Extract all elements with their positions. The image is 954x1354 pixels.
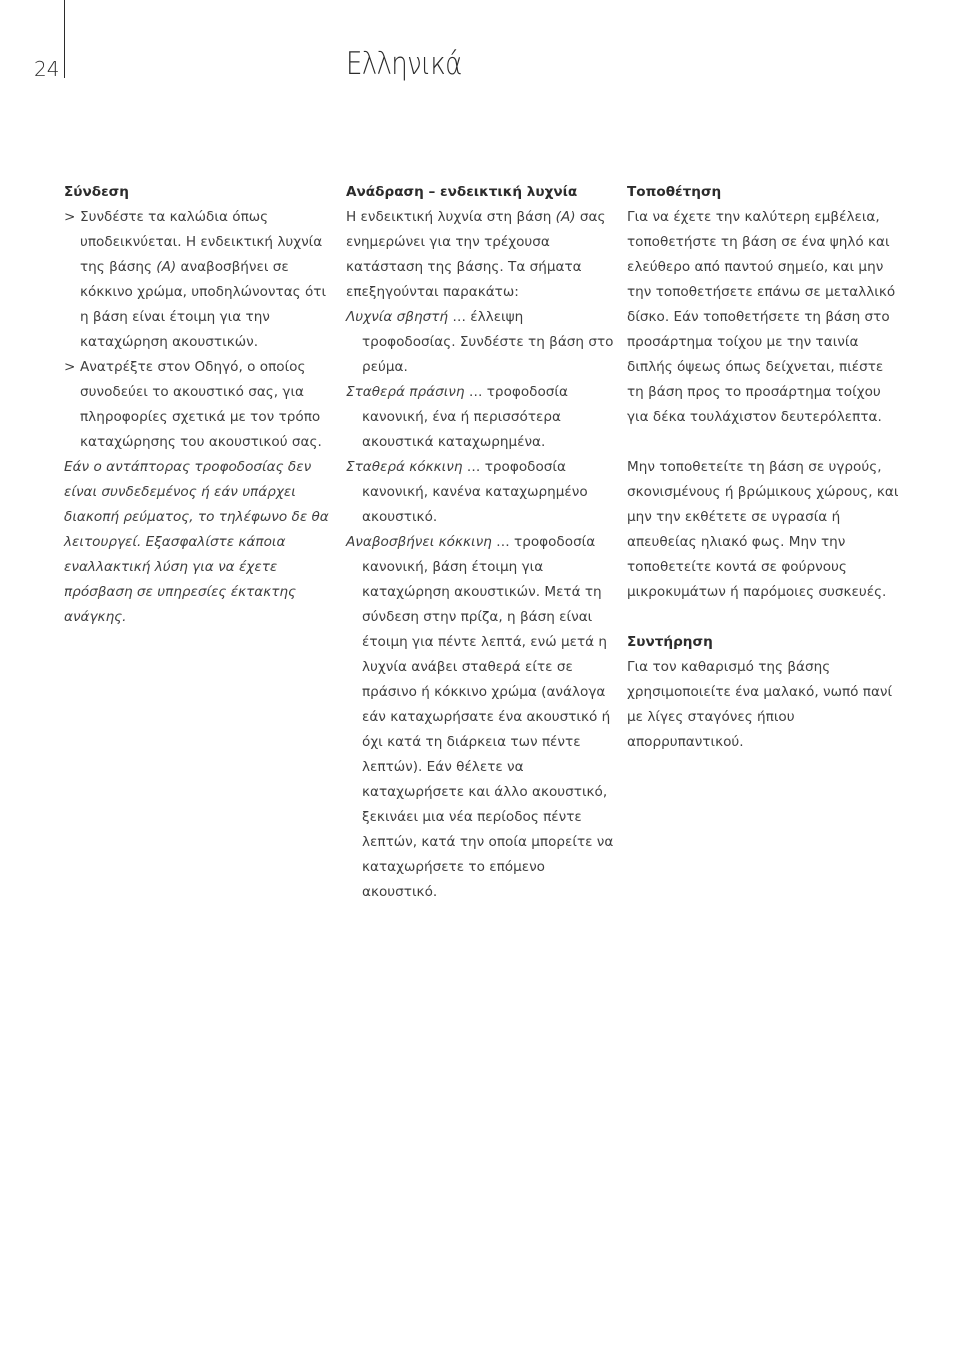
bullet-mark: > xyxy=(64,209,76,225)
status-desc: … έλλειψη τροφοδοσίας. Συνδέστε τη βάση στο ρεύμα. xyxy=(362,309,614,375)
indicator-heading: Ανάδραση – ενδεικτική λυχνία xyxy=(346,184,578,200)
status-item xyxy=(346,530,614,905)
status-item xyxy=(346,455,614,530)
bullet-text xyxy=(80,205,334,355)
status-term: Σταθερά πράσινη xyxy=(346,384,465,400)
status-desc: … τροφοδοσία κανονική, κανένα καταχωρημένο ακουστικό. xyxy=(362,459,588,525)
maintenance-heading: Συντήρηση xyxy=(627,634,713,650)
intro-ref: (A) xyxy=(555,209,576,225)
status-desc: … τροφοδοσία κανονική, βάση έτοιμη για καταχώρηση ακουστικών. Μετά τη σύνδεση στην πρίζα, η βάση είναι έτοιμη για πέντε λεπτά, ενώ μετά η λυχνία ανάβει σταθερά είτε σε πράσινο ή κόκκινο χρώμα (ανάλογα εάν καταχωρήσατε ένα ακουστικό ή όχι κατά τη διάρκεια των πέντε λεπτών). Εάν θέλετε να καταχωρήσετε και άλλο ακουστικό, ξεκινάει μια νέα περίοδος πέντε λεπτών, κατά την οποία μπορείτε να καταχωρήσετε το επόμενο ακουστικό. xyxy=(362,534,614,900)
placement-heading: Τοποθέτηση xyxy=(627,184,722,200)
status-term: Σταθερά κόκκινη xyxy=(346,459,463,475)
intro-text-part: Η ενδεικτική λυχνία στη βάση xyxy=(346,209,556,225)
paragraph-gap xyxy=(627,605,902,630)
maintenance-text: Για τον καθαρισμό της βάσης χρησιμοποιείτε ένα μαλακό, νωπό πανί με λίγες σταγόνες ήπιου απορρυπαντικού. xyxy=(627,659,893,750)
status-item xyxy=(346,305,614,380)
column-connection xyxy=(64,180,334,630)
column-placement xyxy=(627,180,902,755)
bullet-text-ref: (A) xyxy=(156,259,177,275)
placement-warning: Μην τοποθετείτε τη βάση σε υγρούς, σκονισμένους ή βρώμικους χώρους, και μην την εκθέτετε σε υγρασία ή απευθείας ηλιακό φως. Μην την τοποθετείτε κοντά σε φούρνους μικροκυμάτων ή παρόμοιες συσκευές. xyxy=(627,459,899,600)
bullet-item xyxy=(64,205,334,355)
status-term: Αναβοσβήνει κόκκινη xyxy=(346,534,492,550)
status-term: Λυχνία σβηστή xyxy=(346,309,449,325)
page-number: 24 xyxy=(34,57,60,81)
bullet-mark: > xyxy=(64,359,76,375)
intro-text-part: σας ενημερώνει για την τρέχουσα κατάσταση της βάσης. Τα σήματα επεξηγούνται παρακάτω: xyxy=(346,209,606,300)
status-item xyxy=(346,380,614,455)
header-divider xyxy=(64,0,65,78)
placement-text: Για να έχετε την καλύτερη εμβέλεια, τοποθετήστε τη βάση σε ένα ψηλό και ελεύθερο από παντού σημείο, και μην την τοποθετήσετε επάνω σε μεταλλικό δίσκο. Εάν τοποθετήσετε τη βάση στο προσάρτημα τοίχου με την ταινία διπλής όψεως όπως δείχνεται, πιέστε τη βάση προς το προσάρτημα τοίχου για δέκα τουλάχιστον δευτερόλεπτα. xyxy=(627,209,896,425)
column-indicator xyxy=(346,180,614,905)
indicator-intro xyxy=(346,205,614,305)
bullet-text-part: αναβοσβήνει σε κόκκινο χρώμα, υποδηλώνοντας ότι η βάση είναι έτοιμη για την καταχώρηση ακουστικών. xyxy=(80,259,327,350)
paragraph-gap xyxy=(627,430,902,455)
page-title: Ελληνικά xyxy=(346,46,462,82)
power-note: Εάν ο αντάπτορας τροφοδοσίας δεν είναι συνδεδεμένος ή εάν υπάρχει διακοπή ρεύματος, το τηλέφωνο δε θα λειτουργεί. Εξασφαλίστε κάποια εναλλακτική λύση για να έχετε πρόσβαση σε υπηρεσίες έκτακτης ανάγκης. xyxy=(64,459,329,625)
status-desc: … τροφοδοσία κανονική, ένα ή περισσότερα ακουστικά καταχωρημένα. xyxy=(362,384,568,450)
bullet-item xyxy=(64,355,334,455)
connection-heading: Σύνδεση xyxy=(64,184,129,200)
bullet-text: Ανατρέξτε στον Οδηγό, ο οποίος συνοδεύει το ακουστικό σας, για πληροφορίες σχετικά με τον τρόπο καταχώρησης του ακουστικού σας. xyxy=(80,359,322,450)
bullet-text-part: Συνδέστε τα καλώδια όπως υποδεικνύεται. Η ενδεικτική λυχνία της βάσης xyxy=(80,209,323,275)
